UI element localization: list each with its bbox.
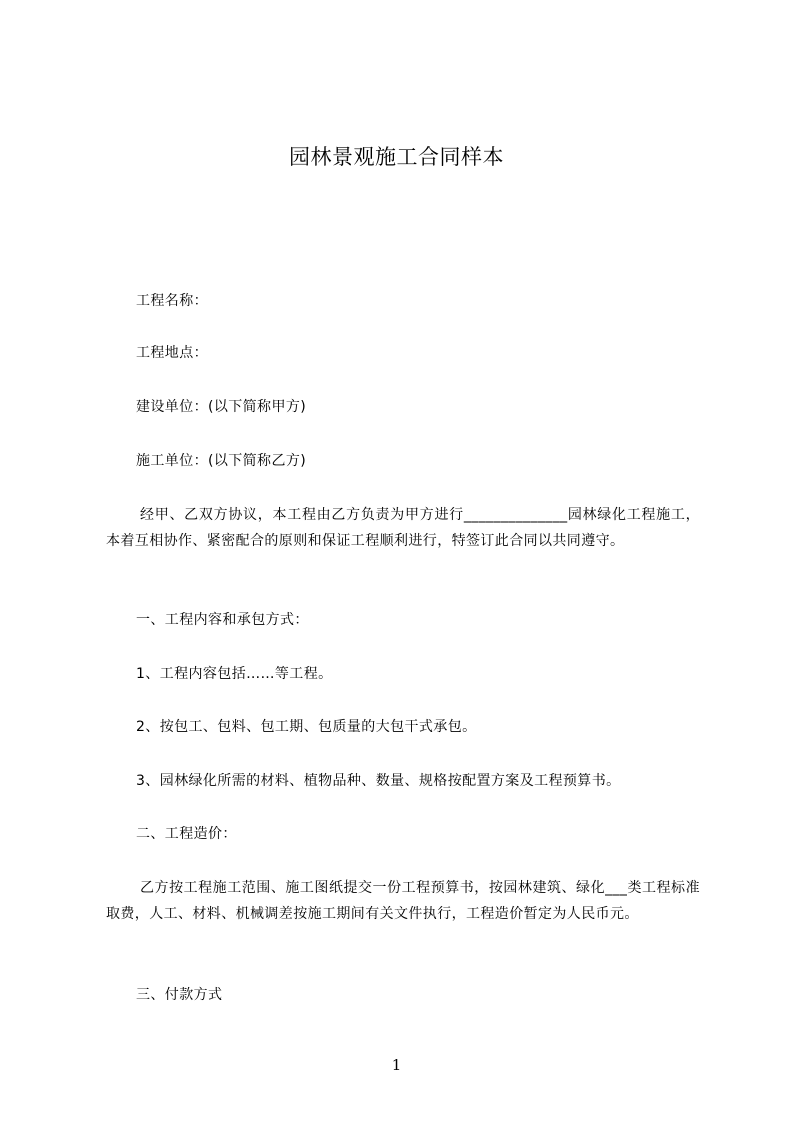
section-3-heading: 三、付款方式 xyxy=(136,987,223,1003)
page-number: 1 xyxy=(391,1056,402,1074)
intro-paragraph: 经甲、乙双方协议，本工程由乙方负责为甲方进行______________园林绿化工程施工，本着互相协作、紧密配合的原则和保证工程顺利进行，特签订此合同以共同遵守。 xyxy=(106,507,700,549)
field-project-location: 工程地点： xyxy=(136,345,208,361)
field-project-name: 工程名称： xyxy=(136,293,208,309)
section-2-body: 乙方按工程施工范围、施工图纸提交一份工程预算书，按园林建筑、绿化___类工程标准取费，人工、材料、机械调差按施工期间有关文件执行，工程造价暂定为人民币元。 xyxy=(106,880,700,922)
section-2-heading: 二、工程造价： xyxy=(136,826,237,842)
section-1-item-3: 3、园林绿化所需的材料、植物品种、数量、规格按配置方案及工程预算书。 xyxy=(136,773,621,789)
document-title: 园林景观施工合同样本 xyxy=(289,145,504,169)
section-1-heading: 一、工程内容和承包方式： xyxy=(136,612,309,628)
field-owner: 建设单位：(以下简称甲方) xyxy=(136,399,307,415)
section-1-item-1: 1、工程内容包括……等工程。 xyxy=(136,666,333,682)
field-contractor: 施工单位：(以下简称乙方) xyxy=(136,453,307,469)
section-1-item-2: 2、按包工、包料、包工期、包质量的大包干式承包。 xyxy=(136,719,477,735)
